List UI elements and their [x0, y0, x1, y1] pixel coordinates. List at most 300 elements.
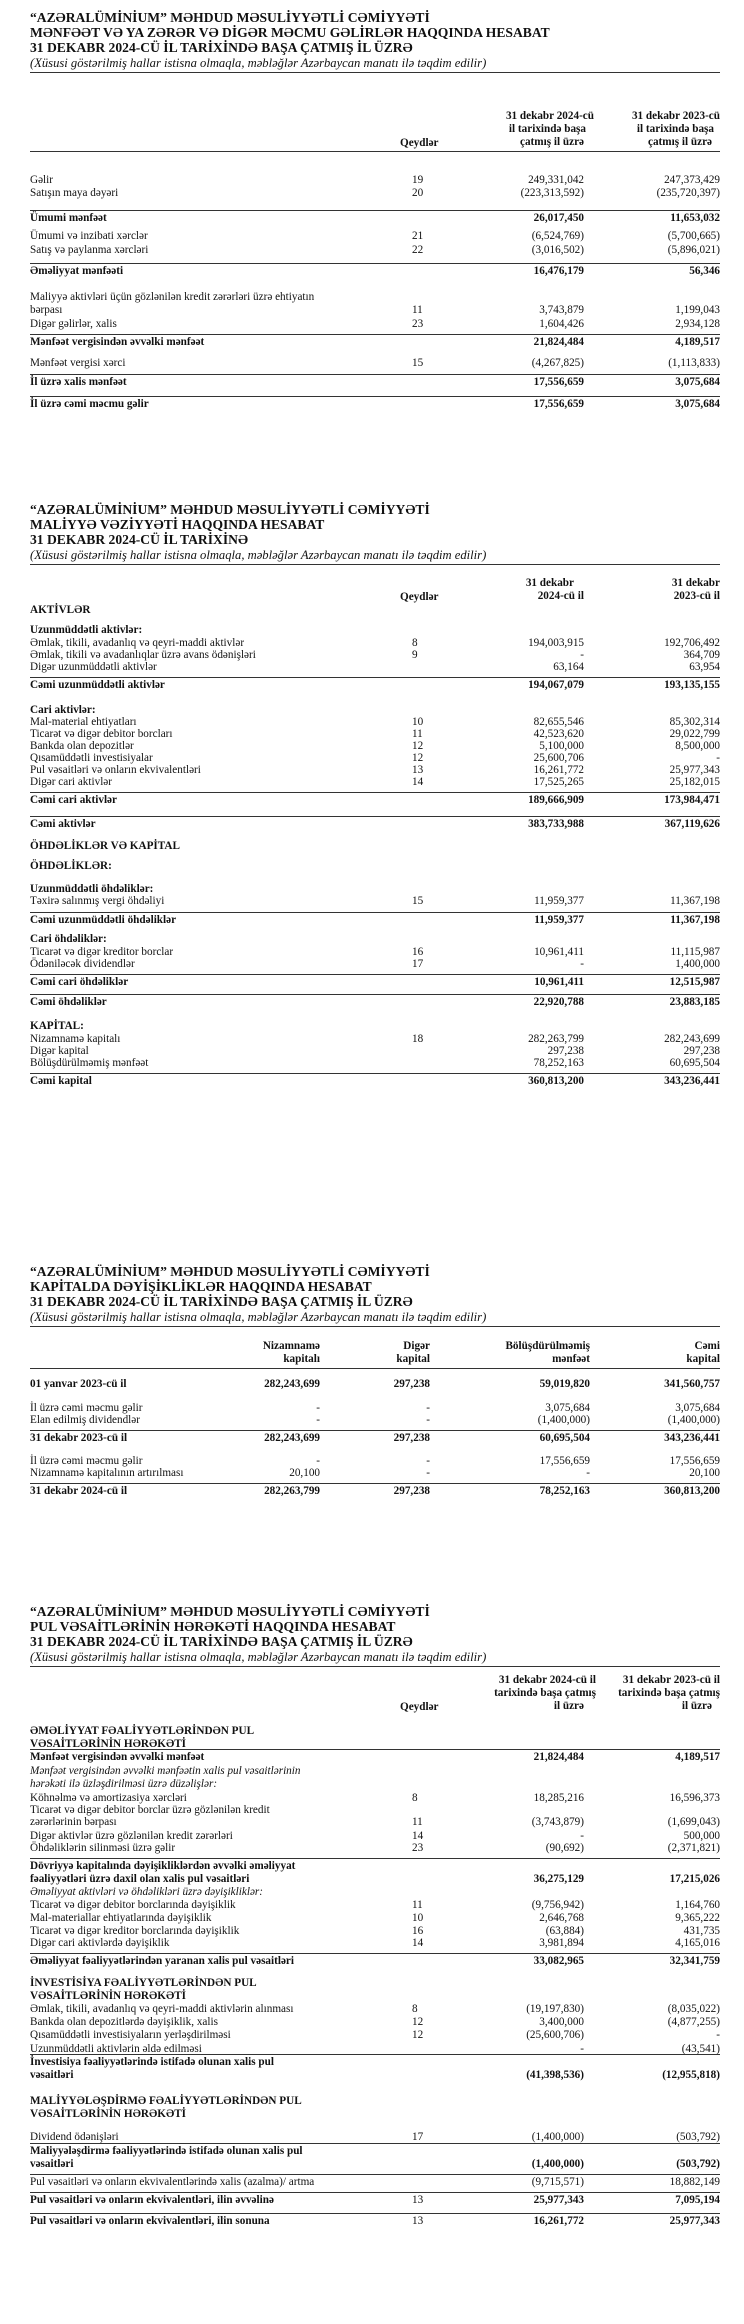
row-label: İnvestisiya fəaliyyətlərində istifadə olunan xalis pul [30, 2056, 274, 2068]
row-label: Bölüşdürülməmiş mənfəət [30, 1057, 149, 1069]
row-label: ƏMƏLİYYAT FƏALİYYƏTLƏRİNDƏN PUL [30, 1725, 255, 1737]
row-label: İl üzrə cəmi məcmu gəlir [30, 1455, 143, 1467]
row-label: hərəkəti ilə üzləşdirilməsi üzrə düzəlişlər: [30, 1778, 218, 1790]
s4-title-3: 31 DEKABR 2024-CÜ İL TARİXİNDƏ BAŞA ÇATMIŞ İL ÜZRƏ [30, 1634, 413, 1649]
s1-row [30, 336, 720, 349]
s1-hdr-underline [30, 151, 720, 152]
row-note: 10 [412, 716, 424, 728]
row-value-col-1: - [426, 1455, 430, 1467]
row-label: 01 yanvar 2023-cü il [30, 1378, 127, 1390]
row-label: VƏSAİTLƏRİNİN HƏRƏKƏTİ [30, 1990, 187, 2002]
row-label: Cəmi uzunmüddətli aktivlər [30, 679, 165, 691]
row-label: Ticarət və digər debitor borclarında dəyişiklik [30, 1899, 236, 1911]
s3-title-3: 31 DEKABR 2024-CÜ İL TARİXİNDƏ BAŞA ÇATMIŞ İL ÜZRƏ [30, 1294, 413, 1309]
s4-row [30, 1899, 720, 1912]
s4-row [30, 2145, 720, 2158]
row-value-current: 360,813,200 [528, 1075, 584, 1087]
row-value-prior: (1,113,833) [668, 357, 720, 369]
row-label: Dövriyyə kapitalında dəyişikliklərdən əvvəlki əməliyyat [30, 1860, 296, 1872]
row-note: 12 [412, 740, 424, 752]
row-label: zərərlərinin bərpası [30, 1816, 117, 1828]
s1-separator [30, 72, 720, 73]
s4-row [30, 1990, 720, 2003]
s1-row [30, 265, 720, 278]
row-note: 23 [412, 318, 424, 330]
row-value-current: 194,003,915 [528, 637, 584, 649]
s2-row [30, 794, 720, 807]
s4-row [30, 2215, 720, 2228]
row-value-col-3: 360,813,200 [664, 1485, 720, 1497]
row-value-current: 16,261,772 [533, 2215, 584, 2227]
row-value-current: 297,238 [547, 1045, 584, 1057]
row-value-prior: 11,653,032 [670, 212, 720, 224]
s3-hdr-col-0-line-1: kapitalı [283, 1353, 320, 1365]
row-value-prior: 11,367,198 [670, 914, 720, 926]
row-value-prior: 63,954 [689, 661, 720, 673]
row-value-current: (3,743,879) [531, 1816, 584, 1828]
s4-hdr-c2-2: tarixində başa çatmış [618, 1687, 720, 1699]
s2-title-3: 31 DEKABR 2024-CÜ İL TARİXİNƏ [30, 532, 249, 547]
s2-row [30, 933, 720, 946]
row-note: 17 [412, 958, 424, 970]
s1-row [30, 376, 720, 389]
row-value-current: 17,556,659 [533, 376, 584, 388]
row-label: Cəmi cari aktivlər [30, 794, 117, 806]
row-label: AKTİVLƏR [30, 604, 91, 616]
row-value-prior: 25,182,015 [669, 776, 720, 788]
row-note: 11 [412, 728, 423, 740]
row-value-col-0: 282,263,799 [264, 1485, 320, 1497]
row-value-current: 194,067,079 [528, 679, 584, 691]
row-label: ÖHDƏLİKLƏR: [30, 860, 112, 872]
s1-row [30, 318, 720, 331]
row-value-prior: 11,115,987 [670, 946, 720, 958]
row-label: Satışın maya dəyəri [30, 187, 119, 199]
row-value-col-3: 20,100 [689, 1467, 720, 1479]
row-label: Əməliyyat mənfəəti [30, 265, 124, 277]
row-value-col-0: 20,100 [289, 1467, 320, 1479]
row-label: Digər kapital [30, 1045, 89, 1057]
row-value-prior: - [716, 752, 720, 764]
row-note: 22 [412, 244, 424, 256]
s1-title-1: “AZƏRALÜMİNİUM” MƏHDUD MƏSULİYYƏTLİ CƏMİYYƏTİ [30, 10, 430, 25]
s3-row [30, 1467, 720, 1480]
row-label: fəaliyyətləri üzrə daxil olan xalis pul vəsaitləri [30, 1873, 250, 1885]
row-note: 17 [412, 2131, 424, 2143]
row-note: 14 [412, 776, 424, 788]
row-value-prior: 367,119,626 [664, 818, 720, 830]
s4-row [30, 2056, 720, 2069]
s4-row [30, 1778, 720, 1791]
row-note: 20 [412, 187, 424, 199]
s4-row [30, 1977, 720, 1990]
s2-row [30, 1020, 720, 1033]
row-value-col-3: 341,560,757 [664, 1378, 720, 1390]
row-label: vəsaitləri [30, 2069, 74, 2081]
row-value-prior: (5,896,021) [667, 244, 720, 256]
s1-row [30, 244, 720, 257]
s4-row [30, 1816, 720, 1829]
row-value-col-3: 17,556,659 [669, 1455, 720, 1467]
row-value-prior: (8,035,022) [667, 2003, 720, 2015]
s1-hdr-c1-2: il tarixində başa [508, 123, 586, 135]
row-value-prior: 12,515,987 [669, 976, 720, 988]
row-label: Cəmi uzunmüddətli öhdəliklər [30, 914, 177, 926]
s3-row [30, 1432, 720, 1445]
s4-row [30, 2095, 720, 2108]
row-value-prior: (12,955,818) [662, 2069, 720, 2081]
s4-row [30, 1937, 720, 1950]
row-value-prior: 11,367,198 [670, 895, 720, 907]
row-value-current: (6,524,769) [531, 230, 584, 242]
row-value-prior: (2,371,821) [667, 1842, 720, 1854]
row-note: 8 [412, 637, 418, 649]
row-value-prior: 85,302,314 [669, 716, 720, 728]
row-label: Bankda olan depozitlərdə dəyişiklik, xalis [30, 2016, 218, 2028]
row-note: 18 [412, 1033, 424, 1045]
s3-title-2: KAPİTALDA DƏYİŞİKLİKLƏR HAQQINDA HESABAT [30, 1279, 372, 1294]
row-label: Uzunmüddətli aktivlər: [30, 624, 143, 636]
s3-hdr-col-2-line-0: Bölüşdürülməmiş [505, 1340, 590, 1352]
row-note: 16 [412, 946, 424, 958]
row-value-col-0: - [316, 1414, 320, 1426]
row-value-prior: 431,735 [683, 1925, 720, 1937]
row-value-current: 282,263,799 [528, 1033, 584, 1045]
row-value-current: (223,313,592) [520, 187, 584, 199]
row-value-prior: 1,199,043 [675, 304, 720, 316]
row-value-current: (3,016,502) [531, 244, 584, 256]
row-value-current: 10,961,411 [534, 946, 584, 958]
row-value-prior: 364,709 [683, 649, 720, 661]
row-label: Uzunmüddətli öhdəliklər: [30, 883, 154, 895]
row-note: 10 [412, 1912, 424, 1924]
row-label: Cəmi aktivlər [30, 818, 96, 830]
s4-subtitle: (Xüsusi göstərilmiş hallar istisna olmaqla, məbləğlər Azərbaycan manatı ilə təqdim edilir) [30, 1650, 487, 1664]
s2-row [30, 996, 720, 1009]
s4-title-1: “AZƏRALÜMİNİUM” MƏHDUD MƏSULİYYƏTLİ CƏMİYYƏTİ [30, 1604, 430, 1619]
s1-row [30, 174, 720, 187]
row-value-col-3: 3,075,684 [675, 1402, 720, 1414]
row-value-prior: 3,075,684 [675, 376, 720, 388]
s1-title-3: 31 DEKABR 2024-CÜ İL TARİXİNDƏ BAŞA ÇATMIŞ İL ÜZRƏ [30, 40, 413, 55]
s2-row [30, 895, 720, 908]
s2-row [30, 679, 720, 692]
row-value-prior: 8,500,000 [675, 740, 720, 752]
s4-row [30, 1751, 720, 1764]
s2-row [30, 1057, 720, 1070]
changes-in-equity [0, 1256, 744, 1576]
s2-title-1: “AZƏRALÜMİNİUM” MƏHDUD MƏSULİYYƏTLİ CƏMİYYƏTİ [30, 502, 430, 517]
row-label: Digər cari aktivlər [30, 776, 112, 788]
row-value-col-2: 3,075,684 [545, 1402, 590, 1414]
row-label: Mal-materiallar ehtiyatlarında dəyişiklik [30, 1912, 212, 1924]
s4-row [30, 1873, 720, 1886]
row-label: Cari aktivlər: [30, 704, 96, 716]
row-value-col-0: 282,243,699 [264, 1432, 320, 1444]
row-label: Uzunmüddətli aktivlərin əldə edilməsi [30, 2043, 202, 2055]
row-note: 11 [412, 304, 423, 316]
s3-hdr-col-3-line-0: Cəmi [694, 1340, 720, 1352]
row-note: 11 [412, 1816, 423, 1828]
row-value-current: 1,604,426 [539, 318, 584, 330]
row-value-prior: 23,883,185 [669, 996, 720, 1008]
row-label: Ticarət və digər debitor borclar üzrə gözlənilən kredit [30, 1804, 270, 1816]
row-note: 21 [412, 230, 424, 242]
row-label: Təxirə salınmış vergi öhdəliyi [30, 895, 165, 907]
row-value-current: 18,285,216 [533, 1792, 584, 1804]
row-value-prior: (1,699,043) [667, 1816, 720, 1828]
row-value-current: 21,824,484 [533, 336, 584, 348]
row-label: İl üzrə cəmi məcmu gəlir [30, 398, 149, 410]
row-label: İNVESTİSİYA FƏALİYYƏTLƏRİNDƏN PUL [30, 1977, 257, 1989]
s2-hdr-c1-2: 2024-cü il [537, 590, 584, 602]
row-label: Mal-material ehtiyatları [30, 716, 137, 728]
row-value-current: (9,756,942) [531, 1899, 584, 1911]
row-label: Əməliyyat aktivləri və öhdəlikləri üzrə dəyişikliklər: [30, 1886, 263, 1898]
row-label: Ticarət və digər kreditor borclarında dəyişiklik [30, 1925, 240, 1937]
row-value-prior: (503,792) [676, 2158, 720, 2170]
row-label: Cari öhdəliklər: [30, 933, 107, 945]
row-value-current: (63,884) [545, 1925, 584, 1937]
row-label: Elan edilmiş dividendlər [30, 1414, 140, 1426]
row-value-col-1: 297,238 [393, 1432, 430, 1444]
row-value-current: 3,743,879 [539, 304, 584, 316]
row-label: Pul vəsaitləri və onların ekvivalentləri [30, 764, 201, 776]
row-value-col-1: - [426, 1467, 430, 1479]
row-label: Pul vəsaitləri və onların ekvivalentləri, ilin əvvəlinə [30, 2194, 274, 2206]
row-value-current: 36,275,129 [533, 1873, 584, 1885]
s1-row [30, 291, 720, 304]
s4-hdr-c1-2: tarixində başa çatmış [494, 1687, 596, 1699]
row-value-current: - [580, 958, 584, 970]
row-value-prior: 247,373,429 [664, 174, 720, 186]
row-label: Əmlak, tikili və avadanlıqlar üzrə avans ödənişləri [30, 649, 256, 661]
row-label: Mənfəət vergisindən əvvəlki mənfəət [30, 1751, 205, 1763]
row-label: Ümumi və inzibati xərclər [30, 230, 148, 242]
row-note: 13 [412, 2194, 424, 2206]
row-value-current: (4,267,825) [531, 357, 584, 369]
row-value-col-2: 78,252,163 [539, 1485, 590, 1497]
s4-row [30, 1842, 720, 1855]
s3-row [30, 1378, 720, 1391]
row-value-prior: 60,695,504 [669, 1057, 720, 1069]
row-label: 31 dekabr 2024-cü il [30, 1485, 128, 1497]
row-value-prior: 173,984,471 [664, 794, 720, 806]
row-label: Maliyyələşdirmə fəaliyyətlərində istifadə olunan xalis pul [30, 2145, 303, 2157]
s4-hdr-c1-1: 31 dekabr 2024-cü il [498, 1674, 596, 1686]
s4-row [30, 1955, 720, 1968]
row-value-current: 25,600,706 [533, 752, 584, 764]
s4-row [30, 2003, 720, 2016]
s4-hdr-c1-3: il üzrə [553, 1700, 584, 1712]
row-value-current: 5,100,000 [539, 740, 584, 752]
row-value-prior: 3,075,684 [675, 398, 720, 410]
row-label: VƏSAİTLƏRİNİN HƏRƏKƏTİ [30, 1738, 187, 1750]
row-value-current: 22,920,788 [533, 996, 584, 1008]
row-value-col-1: 297,238 [393, 1485, 430, 1497]
s4-title-2: PUL VƏSAİTLƏRİNİN HƏRƏKƏTİ HAQQINDA HESABAT [30, 1619, 396, 1634]
row-label: Öhdəliklərin silinməsi üzrə gəlir [30, 1842, 176, 1854]
row-note: 23 [412, 1842, 424, 1854]
row-label: VƏSAİTLƏRİNİN HƏRƏKƏTİ [30, 2108, 187, 2120]
row-value-current: 78,252,163 [533, 1057, 584, 1069]
row-value-prior: 4,189,517 [675, 336, 720, 348]
row-label: Mənfəət vergisindən əvvəlki mənfəət [30, 336, 205, 348]
s2-subtitle: (Xüsusi göstərilmiş hallar istisna olmaqla, məbləğlər Azərbaycan manatı ilə təqdim edilir) [30, 548, 487, 562]
row-value-prior: (5,700,665) [667, 230, 720, 242]
row-label: Bankda olan depozitlər [30, 740, 134, 752]
s1-subtitle: (Xüsusi göstərilmiş hallar istisna olmaqla, məbləğlər Azərbaycan manatı ilə təqdim edilir) [30, 56, 487, 70]
row-value-prior: 25,977,343 [669, 2215, 720, 2227]
row-value-prior: 18,882,149 [669, 2176, 720, 2188]
s3-separator [30, 1326, 720, 1327]
row-note: 8 [412, 2003, 418, 2015]
row-label: Ticarət və digər debitor borcları [30, 728, 173, 740]
row-label: Köhnəlmə və amortizasiya xərcləri [30, 1792, 187, 1804]
row-value-col-0: 282,243,699 [264, 1378, 320, 1390]
row-label: Nizamnamə kapitalının artırılması [30, 1467, 184, 1479]
row-note: 12 [412, 2029, 424, 2041]
row-value-prior: 282,243,699 [664, 1033, 720, 1045]
row-note: 13 [412, 2215, 424, 2227]
row-value-current: 2,646,768 [539, 1912, 584, 1924]
row-value-prior: 32,341,759 [669, 1955, 720, 1967]
row-note: 14 [412, 1830, 424, 1842]
s2-row [30, 840, 720, 853]
row-value-current: - [580, 2043, 584, 2055]
row-value-prior: 7,095,194 [675, 2194, 720, 2206]
s1-hdr-c2-3: çatmış il üzrə [648, 136, 712, 148]
row-value-current: 11,959,377 [534, 895, 584, 907]
row-value-current: 82,655,546 [533, 716, 584, 728]
row-value-prior: 4,165,016 [675, 1937, 720, 1949]
row-value-current: 11,959,377 [534, 914, 584, 926]
row-label: Qısamüddətli investisiyaların yerləşdirilməsi [30, 2029, 231, 2041]
row-value-prior: 1,164,760 [675, 1899, 720, 1911]
s4-row [30, 1765, 720, 1778]
s1-row [30, 398, 720, 411]
row-label: Qısamüddətli investisiyalar [30, 752, 153, 764]
row-label: Pul vəsaitləri və onların ekvivalentlərində xalis (azalma)/ artma [30, 2176, 315, 2188]
row-label: Gəlir [30, 174, 53, 186]
s4-row [30, 1886, 720, 1899]
row-value-prior: (503,792) [676, 2131, 720, 2143]
row-value-current: (1,400,000) [531, 2158, 584, 2170]
s1-hdr-c1-3: çatmış il üzrə [520, 136, 584, 148]
s1-row [30, 357, 720, 370]
row-value-prior: 56,346 [689, 265, 720, 277]
s1-hdr-c2-2: il tarixində başa [636, 123, 714, 135]
row-value-prior: 192,706,492 [664, 637, 720, 649]
row-value-col-2: 60,695,504 [539, 1432, 590, 1444]
row-label: KAPİTAL: [30, 1020, 84, 1032]
row-note: 12 [412, 2016, 424, 2028]
row-label: Dividend ödənişləri [30, 2131, 119, 2143]
s2-row [30, 624, 720, 637]
row-value-current: 42,523,620 [533, 728, 584, 740]
row-value-current: 33,082,965 [533, 1955, 584, 1967]
row-value-prior: 4,189,517 [675, 1751, 720, 1763]
s4-separator [30, 1666, 720, 1667]
row-value-current: (25,600,706) [526, 2029, 584, 2041]
s2-row [30, 976, 720, 989]
s4-row [30, 2194, 720, 2207]
s4-row [30, 2069, 720, 2082]
row-value-prior: 1,400,000 [675, 958, 720, 970]
cash-flows [0, 1594, 744, 2324]
s4-hdr-notes: Qeydlər [400, 1701, 439, 1713]
row-value-current: 26,017,450 [533, 212, 584, 224]
s1-row [30, 230, 720, 243]
row-value-prior: 500,000 [683, 1830, 720, 1842]
s4-row [30, 2029, 720, 2042]
row-value-col-2: 17,556,659 [539, 1455, 590, 1467]
s2-hdr-c2-1: 31 dekabr [671, 577, 720, 589]
s4-row [30, 1912, 720, 1925]
s2-hdr-c2-2: 2023-cü il [673, 590, 720, 602]
row-label: Digər aktivlər üzrə gözlənilən kredit zərərləri [30, 1830, 233, 1842]
s1-hdr-notes: Qeydlər [400, 137, 439, 149]
row-label: Mənfəət vergisindən əvvəlki mənfəətin xalis pul vəsaitlərinin [30, 1765, 301, 1777]
s2-hdr-notes: Qeydlər [400, 591, 439, 603]
s2-row [30, 604, 720, 617]
row-value-current: (19,197,830) [526, 2003, 584, 2015]
row-value-current: 10,961,411 [534, 976, 584, 988]
row-value-current: 16,476,179 [533, 265, 584, 277]
row-label: Digər cari aktivlərdə dəyişiklik [30, 1937, 170, 1949]
s3-hdr-col-1-line-0: Digər [403, 1340, 430, 1352]
s4-row [30, 2016, 720, 2029]
row-value-prior: 2,934,128 [675, 318, 720, 330]
row-note: 19 [412, 174, 424, 186]
row-value-col-1: - [426, 1402, 430, 1414]
row-value-prior: 193,135,155 [664, 679, 720, 691]
s3-hdr-underline [30, 1368, 720, 1369]
row-value-prior: (43,541) [681, 2043, 720, 2055]
row-value-col-3: (1,400,000) [667, 1414, 720, 1426]
s4-row [30, 2108, 720, 2121]
s3-hdr-col-1-line-1: kapital [396, 1353, 430, 1365]
row-value-prior: - [716, 2029, 720, 2041]
income-statement [0, 0, 744, 420]
row-value-current: 189,666,909 [528, 794, 584, 806]
row-value-current: 383,733,988 [528, 818, 584, 830]
row-value-prior: (4,877,255) [667, 2016, 720, 2028]
row-label: 31 dekabr 2023-cü il [30, 1432, 128, 1444]
row-value-col-2: 59,019,820 [539, 1378, 590, 1390]
s2-row [30, 914, 720, 927]
s1-row [30, 187, 720, 200]
row-note: 8 [412, 1792, 418, 1804]
row-value-current: 17,525,265 [533, 776, 584, 788]
s2-title-2: MALİYYƏ VƏZİYYƏTİ HAQQINDA HESABAT [30, 517, 325, 532]
row-value-current: 3,400,000 [539, 2016, 584, 2028]
s3-subtitle: (Xüsusi göstərilmiş hallar istisna olmaqla, məbləğlər Azərbaycan manatı ilə təqdim edilir) [30, 1310, 487, 1324]
row-label: Digər uzunmüddətli aktivlər [30, 661, 157, 673]
financial-position [0, 490, 744, 1240]
s3-row [30, 1485, 720, 1498]
row-value-current: 21,824,484 [533, 1751, 584, 1763]
s2-row [30, 860, 720, 873]
row-value-current: 16,261,772 [533, 764, 584, 776]
row-label: İl üzrə xalis mənfəət [30, 376, 127, 388]
row-value-col-2: (1,400,000) [537, 1414, 590, 1426]
row-label: İl üzrə cəmi məcmu gəlir [30, 1402, 143, 1414]
row-value-current: (1,400,000) [531, 2131, 584, 2143]
s4-row [30, 1725, 720, 1738]
row-label: Pul vəsaitləri və onların ekvivalentləri, ilin sonuna [30, 2215, 270, 2227]
row-value-prior: 17,215,026 [669, 1873, 720, 1885]
